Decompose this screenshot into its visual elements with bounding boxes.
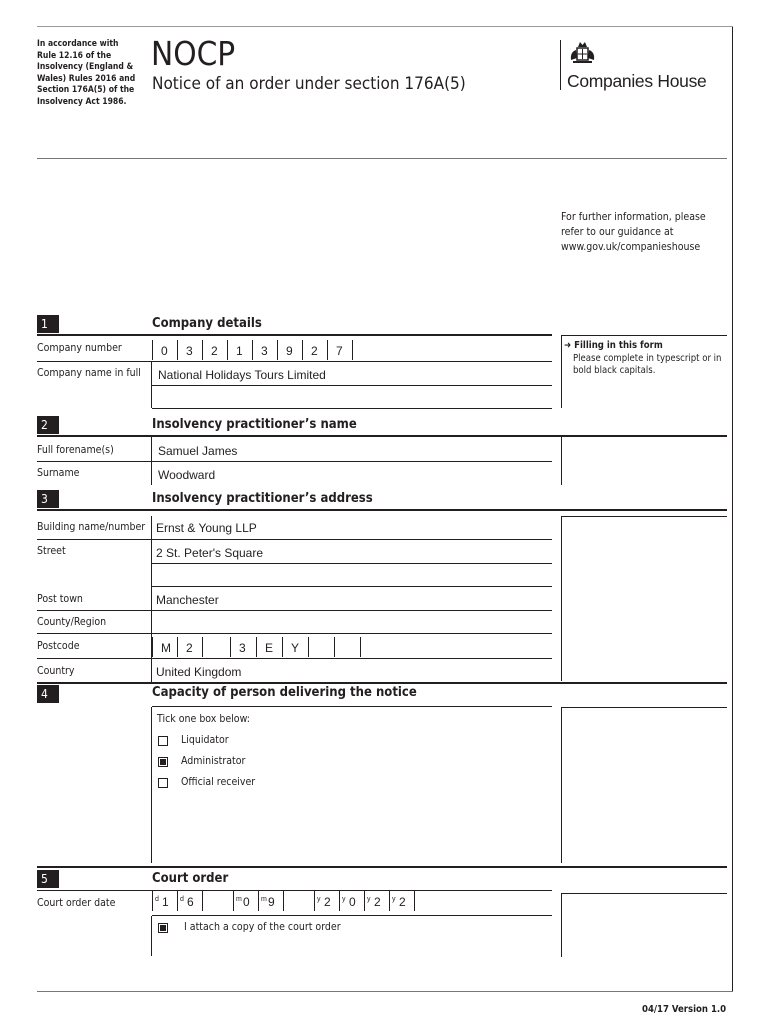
postcode-field[interactable] — [152, 637, 361, 657]
postcode-char: 3 — [239, 641, 246, 655]
field-rule — [37, 658, 552, 659]
field-rule — [152, 385, 552, 386]
attach-court-order-label: I attach a copy of the court order — [184, 921, 341, 933]
header-divider — [37, 158, 727, 159]
guidance-divider — [561, 336, 562, 408]
field-rule — [152, 408, 552, 409]
companies-house-logo: Companies House — [567, 71, 707, 91]
section-title: Capacity of person delivering the notice — [152, 685, 417, 700]
surname-field[interactable]: Woodward — [158, 468, 216, 482]
guidance-rule — [561, 335, 727, 336]
field-rule — [37, 610, 552, 611]
company-number-digit: 3 — [186, 344, 193, 358]
company-number-digit: 0 — [161, 344, 168, 358]
form-code: NOCP — [151, 34, 236, 73]
guidance-divider — [561, 893, 562, 957]
section-title: Court order — [152, 871, 229, 886]
liquidator-checkbox[interactable] — [158, 736, 168, 746]
date-digit: 2 — [399, 895, 406, 909]
field-rule — [37, 361, 552, 362]
date-prefix: d — [180, 896, 184, 903]
company-name-field[interactable]: National Holidays Tours Limited — [158, 368, 326, 382]
postcode-label: Postcode — [37, 640, 80, 652]
postcode-char — [335, 641, 343, 655]
forename-field[interactable]: Samuel James — [158, 444, 238, 458]
attach-court-order-checkbox[interactable] — [158, 923, 168, 933]
rule-line: Insolvency Act 1986. — [37, 96, 127, 107]
section-number: 5 — [37, 870, 59, 888]
section-rule — [152, 706, 552, 707]
section-rule — [37, 682, 727, 684]
building-label: Building name/number — [37, 521, 146, 533]
version-text: 04/17 Version 1.0 — [642, 1004, 727, 1015]
section-rule — [37, 509, 727, 511]
logo-divider — [560, 40, 561, 90]
section-title: Insolvency practitioner’s name — [152, 417, 357, 432]
official-receiver-checkbox[interactable] — [158, 778, 168, 788]
postcode-char: E — [265, 641, 274, 655]
forename-label: Full forename(s) — [37, 444, 114, 456]
rule-line: In accordance with — [37, 39, 119, 49]
section-title: Insolvency practitioner’s address — [152, 491, 373, 506]
rule-reference — [37, 39, 142, 108]
guidance-title: Filling in this form — [574, 340, 663, 351]
section-number: 3 — [37, 490, 59, 508]
rule-line: Rule 12.16 of the — [37, 50, 112, 61]
field-divider — [151, 707, 152, 863]
further-info-line: For further information, please — [561, 211, 706, 223]
company-number-digit: 2 — [211, 344, 218, 358]
guidance-divider — [561, 437, 562, 485]
rule-line: Section 176A(5) of the — [37, 85, 135, 95]
guidance-rule — [561, 707, 727, 708]
date-prefix: m — [261, 896, 267, 903]
section-rule — [37, 334, 552, 336]
field-rule — [152, 915, 552, 916]
date-digit: 2 — [374, 895, 381, 909]
guidance-line: Please complete in typescript or in — [573, 352, 722, 364]
guidance-divider — [561, 707, 562, 863]
court-order-date-label: Court order date — [37, 897, 116, 909]
rule-line: Insolvency (England & — [37, 62, 134, 72]
section-rule — [37, 435, 727, 437]
guidance-rule — [561, 516, 727, 517]
date-digit: 0 — [349, 895, 356, 909]
date-prefix: y — [392, 896, 396, 903]
company-number-digit: 9 — [286, 344, 293, 358]
street-field[interactable]: 2 St. Peter's Square — [156, 546, 264, 560]
company-name-label: Company name in full — [37, 367, 141, 379]
field-rule — [152, 563, 552, 564]
court-order-date-field[interactable] — [152, 891, 415, 911]
section-number: 4 — [37, 685, 59, 703]
date-prefix: y — [367, 896, 371, 903]
post-town-label: Post town — [37, 593, 83, 605]
postcode-char: 2 — [186, 641, 193, 655]
guidance-line: bold black capitals. — [573, 365, 656, 376]
date-prefix: m — [236, 896, 242, 903]
field-rule — [37, 461, 552, 462]
guidance-box — [564, 340, 721, 378]
section-rule — [37, 866, 727, 868]
county-label: County/Region — [37, 616, 107, 628]
postcode-char — [203, 641, 211, 655]
date-digit: 2 — [324, 895, 331, 909]
tick-instruction: Tick one box below: — [157, 713, 250, 725]
date-digit: 1 — [162, 895, 169, 909]
country-field[interactable]: United Kingdom — [156, 665, 242, 679]
rule-line: Wales) Rules 2016 and — [37, 73, 136, 84]
page-right-border — [732, 26, 733, 992]
liquidator-label: Liquidator — [181, 734, 229, 746]
official-receiver-label: Official receiver — [181, 776, 256, 788]
date-prefix: y — [342, 896, 346, 903]
field-rule — [37, 633, 552, 634]
administrator-label: Administrator — [181, 755, 246, 767]
section-number: 2 — [37, 416, 59, 434]
page-top-border — [37, 26, 733, 27]
postcode-char: Y — [291, 641, 300, 655]
country-label: Country — [37, 665, 75, 677]
guidance-divider — [561, 516, 562, 681]
date-prefix: y — [317, 896, 321, 903]
company-number-digit: 3 — [261, 344, 268, 358]
date-digit: 9 — [268, 895, 275, 909]
company-number-digit: 7 — [336, 344, 343, 358]
further-info-line: refer to our guidance at — [561, 226, 674, 238]
building-field[interactable]: Ernst & Young LLP — [156, 521, 257, 535]
company-number-digit: 2 — [311, 344, 318, 358]
postcode-char: M — [161, 641, 171, 655]
date-digit: 6 — [187, 895, 194, 909]
surname-label: Surname — [37, 467, 80, 479]
postcode-char — [309, 641, 317, 655]
footer-rule — [37, 991, 733, 992]
form-title: Notice of an order under section 176A(5) — [152, 74, 466, 94]
date-digit: 0 — [243, 895, 250, 909]
section-title: Company details — [152, 316, 262, 331]
date-prefix: d — [155, 896, 159, 903]
arrow-icon: ➜ — [564, 340, 572, 351]
street-label: Street — [37, 545, 66, 557]
company-number-label: Company number — [37, 342, 122, 354]
field-rule — [152, 586, 552, 587]
field-divider — [151, 916, 152, 956]
section-number: 1 — [37, 315, 59, 333]
further-info-line: www.gov.uk/companieshouse — [561, 241, 701, 253]
further-info — [561, 210, 706, 255]
company-number-digit: 1 — [236, 344, 243, 358]
administrator-checkbox[interactable] — [158, 757, 168, 767]
field-rule — [37, 539, 552, 540]
guidance-rule — [561, 893, 727, 894]
royal-crest-icon — [568, 40, 598, 68]
company-number-field[interactable] — [152, 340, 353, 360]
post-town-field[interactable]: Manchester — [156, 593, 219, 607]
